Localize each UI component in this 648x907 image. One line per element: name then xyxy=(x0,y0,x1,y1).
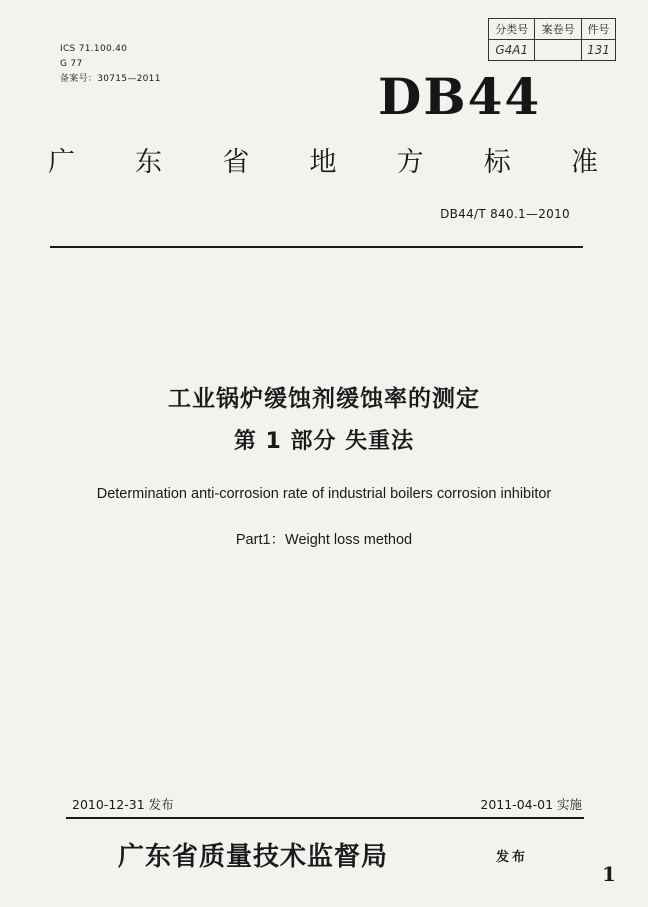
issue-date: 2010-12-31 发布 xyxy=(72,797,174,812)
standard-type-char: 地 xyxy=(309,147,337,178)
stamp-header-file: 案卷号 xyxy=(535,19,581,40)
standard-type-heading xyxy=(48,140,598,179)
standard-type-char: 标 xyxy=(483,147,511,178)
issuing-authority: 广东省质量技术监督局 xyxy=(118,842,389,872)
stamp-header-item: 件号 xyxy=(581,19,615,40)
bottom-divider xyxy=(66,817,584,819)
standard-type-char: 省 xyxy=(222,147,250,178)
page-number: 1 xyxy=(602,862,616,886)
classification-info xyxy=(60,42,161,87)
ics-code: ICS 71.100.40 xyxy=(60,44,128,54)
standard-number: DB44/T 840.1—2010 xyxy=(440,207,570,221)
issue-label: 发布 xyxy=(496,850,529,865)
stamp-value-item: 131 xyxy=(581,40,615,61)
standard-type-char: 方 xyxy=(396,147,424,178)
record-number: 备案号：30715—2011 xyxy=(60,74,161,84)
stamp-value-category: G4A1 xyxy=(489,40,535,61)
subtitle-english: Part1：Weight loss method xyxy=(235,532,413,548)
standard-type-char: 准 xyxy=(570,147,598,178)
archive-stamp xyxy=(488,18,616,61)
implementation-date: 2011-04-01 实施 xyxy=(480,797,582,812)
standard-type-char: 东 xyxy=(135,147,163,178)
subtitle-chinese: 第 1 部分 失重法 xyxy=(233,429,415,454)
title-english: Determination anti-corrosion rate of industrial boilers corrosion inhibitor xyxy=(96,486,552,502)
stamp-value-file xyxy=(535,40,581,61)
stamp-header-category: 分类号 xyxy=(489,19,535,40)
ccs-code: G 77 xyxy=(60,59,83,69)
standard-code-logo: DB44 xyxy=(378,67,542,126)
title-chinese: 工业锅炉缓蚀剂缓蚀率的测定 xyxy=(168,386,480,412)
standard-type-char: 广 xyxy=(48,147,75,178)
top-divider xyxy=(50,246,583,248)
